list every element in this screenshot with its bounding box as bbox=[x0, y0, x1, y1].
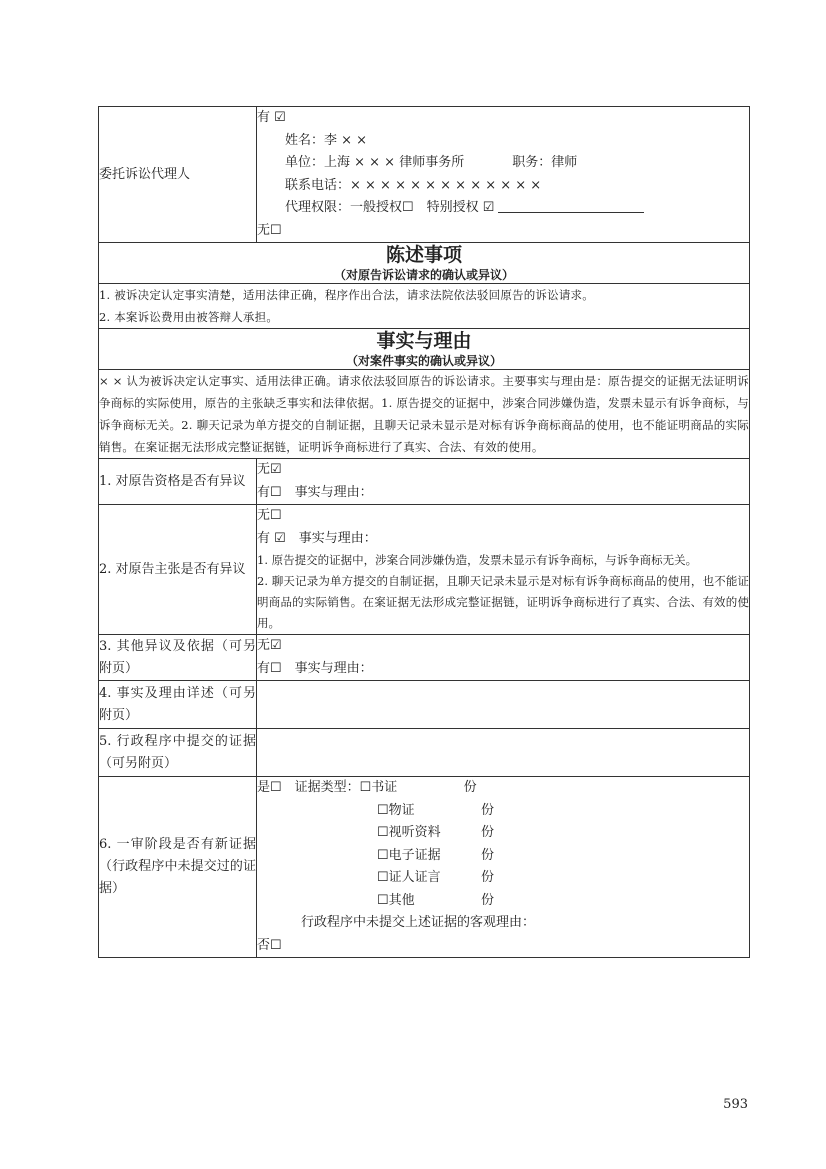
q6-reason: 行政程序中未提交上述证据的客观理由： bbox=[301, 915, 536, 930]
form-table bbox=[98, 106, 750, 958]
statement-header-cell bbox=[99, 243, 750, 284]
q4-content-cell[interactable] bbox=[257, 681, 750, 729]
q6-evidence-type[interactable]: ☐物证 bbox=[377, 802, 415, 818]
agent-has-option[interactable]: 有 ☑ bbox=[257, 110, 286, 125]
statement-body-cell bbox=[99, 284, 750, 329]
agent-authority-line bbox=[257, 197, 749, 220]
q2-row bbox=[99, 505, 750, 635]
q6-evidence-type[interactable]: ☐视听资料 bbox=[377, 825, 441, 840]
q6-content-cell bbox=[257, 777, 750, 958]
q2-has-option[interactable]: 有 ☑ 事实与理由： bbox=[257, 530, 377, 546]
q4-row bbox=[99, 681, 750, 729]
statement-subtitle: （对原告诉讼请求的确认或异议） bbox=[333, 268, 514, 282]
q6-unit: 份 bbox=[481, 825, 495, 840]
q4-label-cell bbox=[99, 681, 257, 729]
facts-subtitle: （对案件事实的确认或异议） bbox=[345, 354, 502, 368]
q2-none-option[interactable]: 无☐ bbox=[257, 508, 282, 523]
agent-row bbox=[99, 107, 750, 243]
q5-row bbox=[99, 729, 750, 777]
q6-label: 6. 一审阶段是否有新证据（行政程序中未提交过的证据） bbox=[99, 837, 256, 896]
q6-evidence-row-6 bbox=[257, 890, 749, 913]
facts-title: 事实与理由 bbox=[376, 330, 472, 352]
q3-row bbox=[99, 635, 750, 681]
q6-row bbox=[99, 777, 750, 958]
q2-reason-2: 2. 聊天记录为单方提交的自制证据，且聊天记录未显示是对标有诉争商标商品的使用，也不能证明商品的实际销售。在案证据无法形成完整证据链，证明诉争商标进行了真实、合法、有效的使用。 bbox=[257, 574, 749, 630]
agent-content-cell bbox=[257, 107, 750, 243]
statement-line-2: 2. 本案诉讼费用由被答辩人承担。 bbox=[99, 310, 279, 324]
facts-paragraph: × × 认为被诉决定认定事实、适用法律正确。请求依法驳回原告的诉讼请求。主要事实与理由是：原告提交的证据无法证明诉争商标的实际使用，原告的主张缺乏事实和法律依据。1. 原告提交的证据中，涉案合同涉嫌伪造，发票未显示有诉争商标，与诉争商标无关。2. 聊天记录为单方提交的自制证据，且聊天记录未显示是对标有诉争商标商品的使用，也不能证明商品的实际销售。在案证据无法形成完整证据链，证明诉争商标进行了真实、合法、有效的使用。 bbox=[99, 374, 749, 454]
q6-evidence-row-2 bbox=[257, 800, 749, 823]
q1-content-cell bbox=[257, 459, 750, 505]
q2-label-cell bbox=[99, 505, 257, 635]
q6-unit: 份 bbox=[481, 802, 495, 818]
statement-title: 陈述事项 bbox=[385, 244, 462, 266]
q1-row bbox=[99, 459, 750, 505]
q6-evidence-row-1 bbox=[257, 777, 749, 800]
q6-yes-option[interactable]: 是☐ 证据类型： bbox=[257, 780, 360, 795]
statement-body-row bbox=[99, 284, 750, 329]
q6-evidence-type[interactable]: ☐电子证据 bbox=[377, 847, 441, 863]
agent-name: 姓名：李 × × bbox=[285, 132, 368, 148]
q3-none-option[interactable]: 无☑ bbox=[257, 638, 282, 653]
q3-label-cell bbox=[99, 635, 257, 681]
q6-evidence-row-4 bbox=[257, 845, 749, 868]
q6-evidence-type[interactable]: ☐书证 bbox=[359, 780, 398, 795]
q6-unit: 份 bbox=[481, 847, 495, 863]
q2-content-cell bbox=[257, 505, 750, 635]
q3-has-option[interactable]: 有☐ 事实与理由： bbox=[257, 660, 373, 676]
q6-unit: 份 bbox=[481, 892, 495, 908]
q6-evidence-row-3 bbox=[257, 822, 749, 845]
agent-label-cell bbox=[99, 107, 257, 243]
q4-label: 4. 事实及理由详述（可另附页） bbox=[99, 685, 256, 723]
q6-evidence-type[interactable]: ☐证人证言 bbox=[377, 870, 441, 885]
agent-phone: 联系电话：× × × × × × × × × × × × × bbox=[285, 177, 542, 193]
agent-unit: 单位：上海 × × × 律师事务所 bbox=[285, 155, 465, 170]
q5-label: 5. 行政程序中提交的证据（可另附页） bbox=[99, 733, 256, 771]
agent-label: 委托诉讼代理人 bbox=[99, 166, 191, 182]
agent-none-option[interactable]: 无☐ bbox=[257, 222, 282, 238]
q6-evidence-type[interactable]: ☐其他 bbox=[377, 892, 415, 908]
q3-label: 3. 其他异议及依据（可另附页） bbox=[99, 638, 256, 676]
q1-label: 1. 对原告资格是否有异议 bbox=[99, 473, 246, 489]
agent-job: 职务：律师 bbox=[512, 155, 578, 170]
q2-label: 2. 对原告主张是否有异议 bbox=[99, 561, 246, 577]
facts-body-cell bbox=[99, 370, 750, 459]
q6-label-cell bbox=[99, 777, 257, 958]
q1-label-cell bbox=[99, 459, 257, 505]
statement-line-1: 1. 被诉决定认定事实清楚，适用法律正确，程序作出合法，请求法院依法驳回原告的诉讼请求。 bbox=[99, 288, 594, 302]
page-number: 593 bbox=[723, 1097, 748, 1112]
authority-blank-line bbox=[498, 198, 644, 213]
q5-content-cell[interactable] bbox=[257, 729, 750, 777]
q1-has-option[interactable]: 有☐ 事实与理由： bbox=[257, 484, 373, 500]
q6-no-option[interactable]: 否☐ bbox=[257, 937, 282, 953]
q1-none-option[interactable]: 无☑ bbox=[257, 462, 282, 477]
q6-evidence-row-5 bbox=[257, 867, 749, 890]
facts-header-row bbox=[99, 329, 750, 370]
facts-header-cell bbox=[99, 329, 750, 370]
agent-authority[interactable]: 代理权限：一般授权☐ 特别授权 ☑ bbox=[285, 200, 495, 215]
q6-unit: 份 bbox=[463, 780, 477, 795]
facts-body-row bbox=[99, 370, 750, 459]
q3-content-cell bbox=[257, 635, 750, 681]
q5-label-cell bbox=[99, 729, 257, 777]
q6-unit: 份 bbox=[481, 870, 495, 885]
q2-reason-1: 1. 原告提交的证据中，涉案合同涉嫌伪造，发票未显示有诉争商标，与诉争商标无关。 bbox=[257, 553, 698, 567]
statement-header-row bbox=[99, 243, 750, 284]
agent-unit-line bbox=[257, 152, 749, 175]
